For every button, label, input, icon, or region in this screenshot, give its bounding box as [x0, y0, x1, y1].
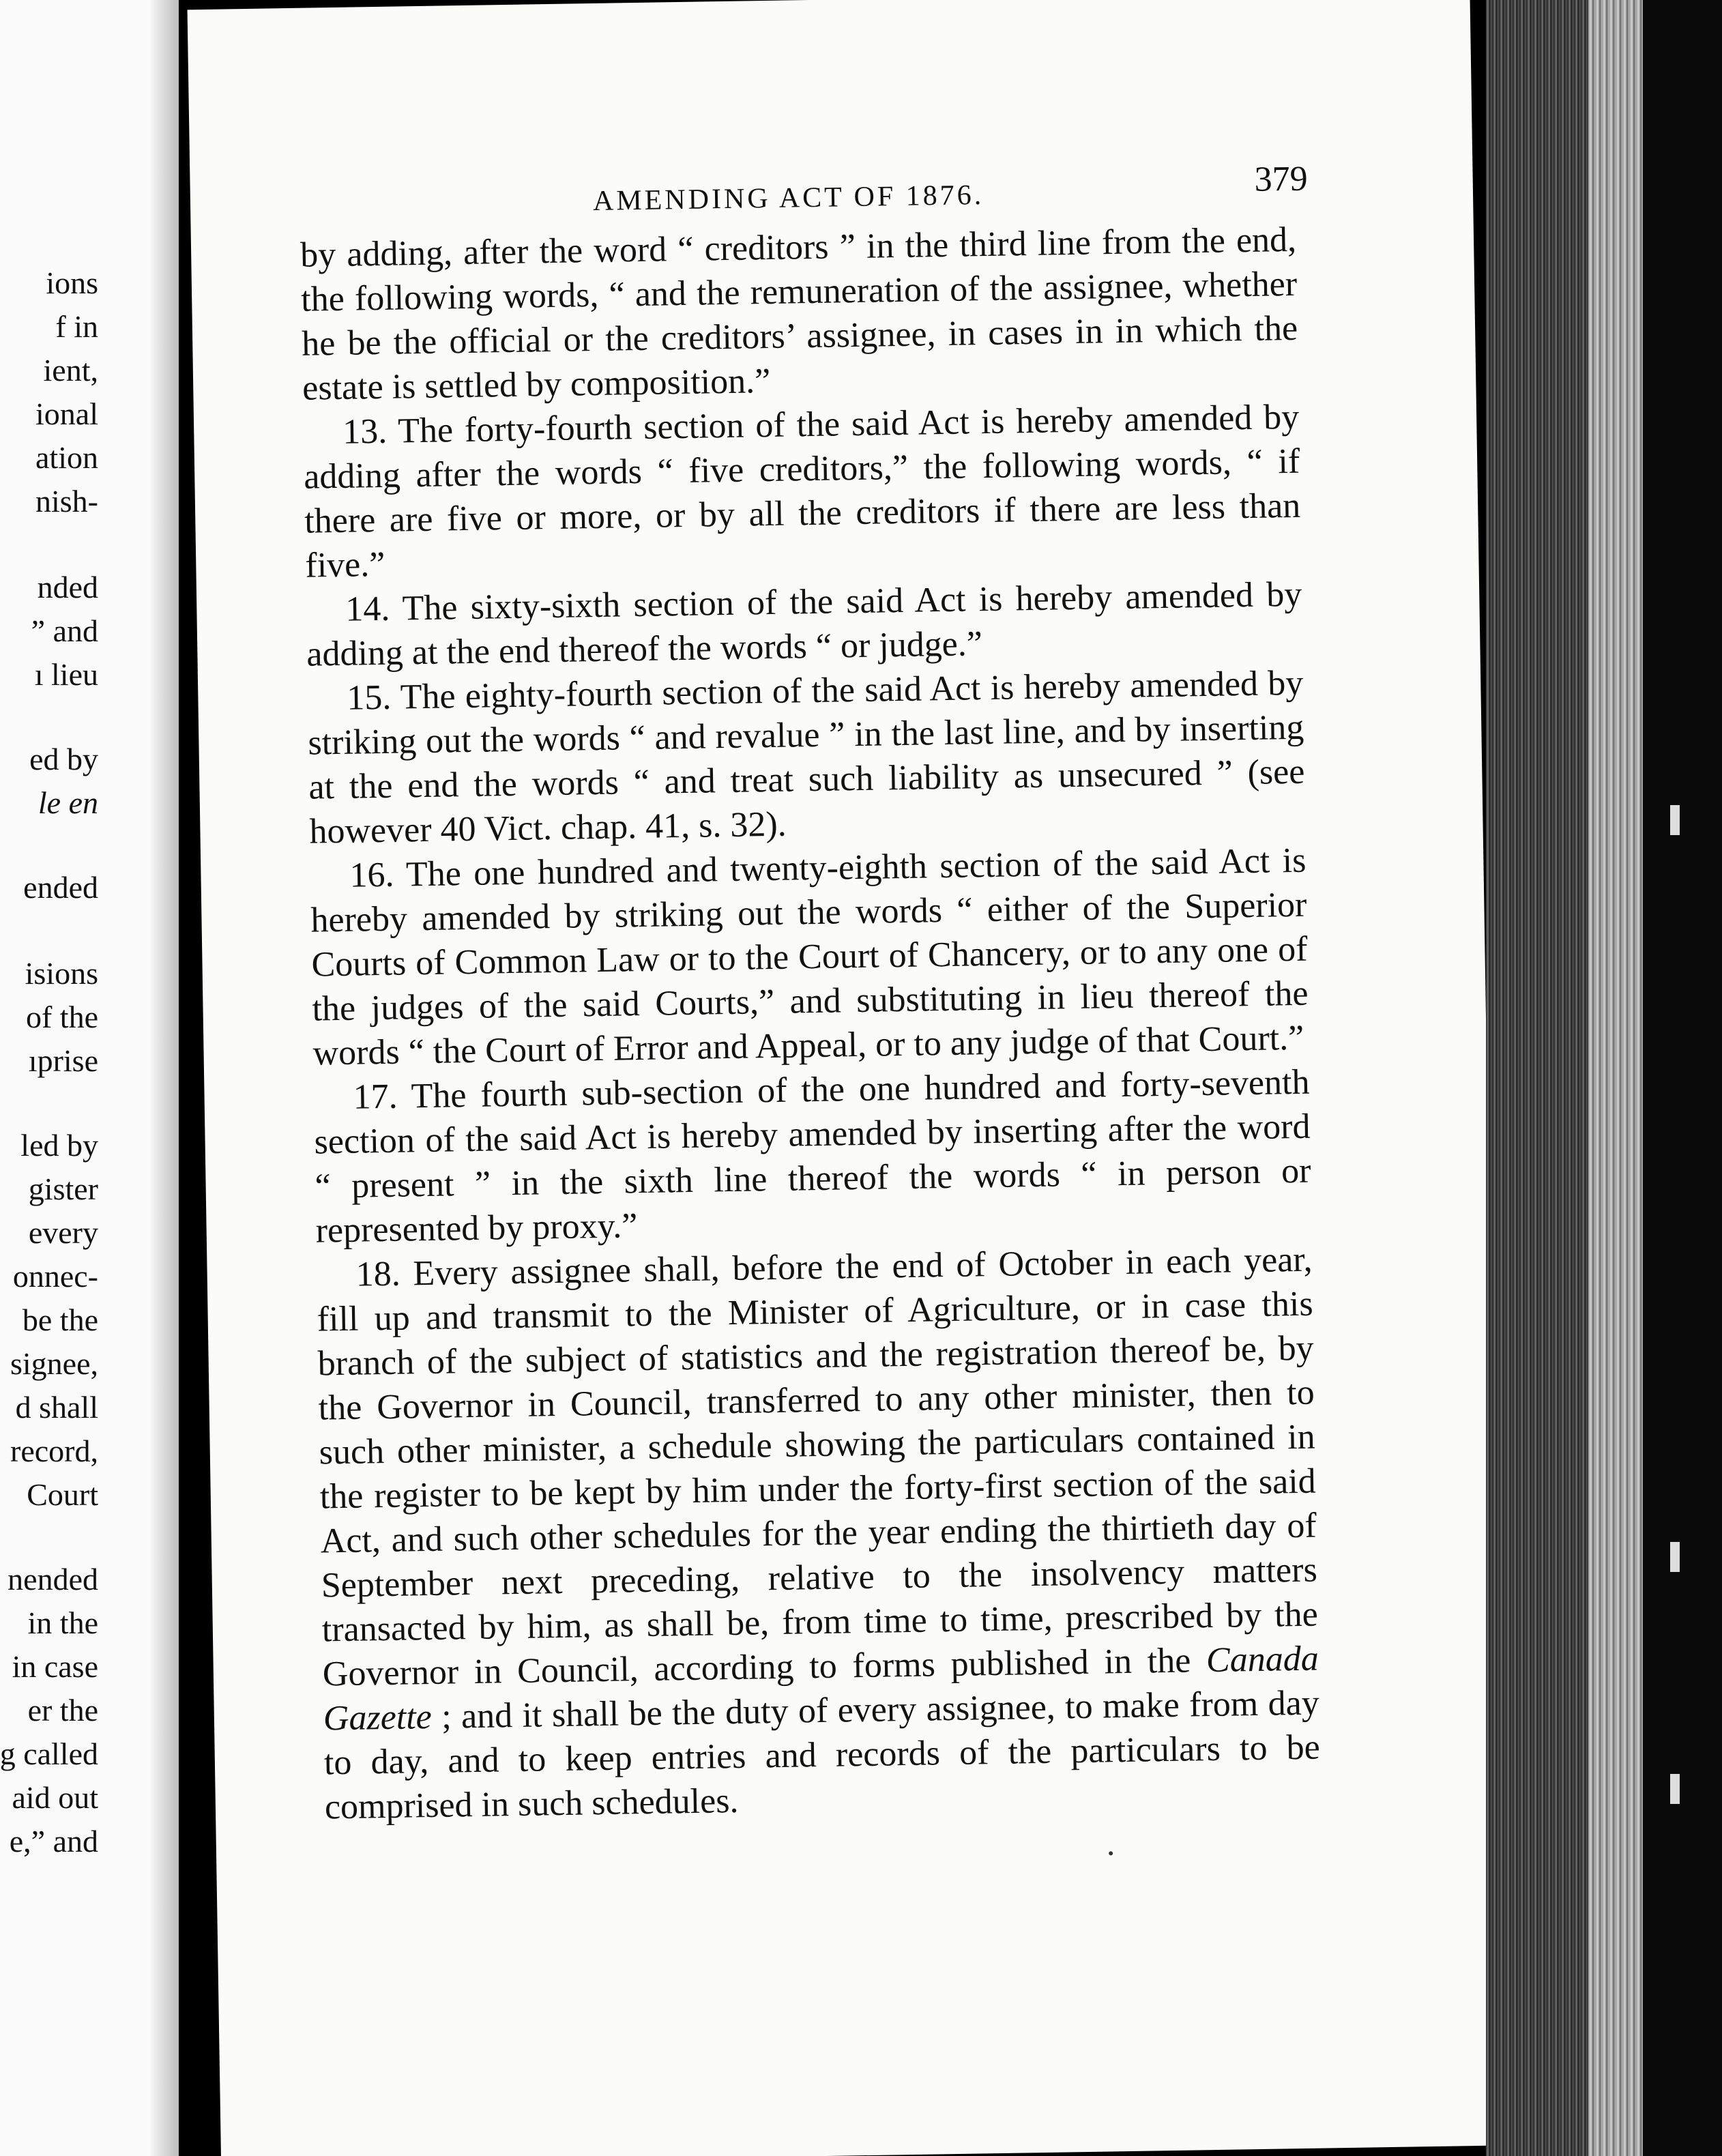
section-16: 16. The one hundred and twenty-eighth section of the said Act is hereby amended by striking out the words “ either of the Superior Courts of Common Law or to the Court of Chancery, or to any one of the judges of the said Courts,” and substituting in lieu thereof the words “ the Court of Error and Appeal, or to any judge of that Court.”	[310, 841, 1309, 1073]
section-13: 13. The forty-fourth section of the said Act is hereby amended by adding after the words “ five creditors,” the following words, “ if there are five or more, or by all the creditors if there are less than five.”	[303, 397, 1301, 585]
facing-page	[0, 0, 179, 2156]
section-18	[316, 1238, 1321, 1830]
paragraph-continued: by adding, after the word “ creditors ” in the third line from the end, the following words, “ and the remuneration of the assignee, whether he be the official or the creditors’ assignee, in cases in in which the estate is settled by composition.”	[300, 220, 1298, 408]
page-edges-light	[1588, 0, 1643, 2156]
book-page	[188, 0, 1504, 2156]
facing-line: ıprise	[28, 1043, 98, 1078]
facing-line: nish-	[35, 484, 98, 519]
facing-line: d shall	[15, 1390, 98, 1425]
page-edge-stack	[1486, 0, 1722, 2156]
print-speck	[1109, 1851, 1113, 1855]
facing-line: isions	[25, 956, 98, 991]
facing-line: ended	[23, 870, 98, 905]
facing-line: gister	[28, 1171, 98, 1206]
facing-line: ional	[35, 396, 98, 431]
facing-line: e,” and	[9, 1824, 98, 1859]
facing-line: every	[28, 1215, 98, 1250]
facing-line: onnec-	[12, 1259, 98, 1294]
facing-line: le en	[38, 785, 98, 820]
facing-line: ient,	[43, 353, 98, 388]
facing-line: nded	[37, 570, 98, 604]
facing-line: f in	[55, 309, 98, 344]
section-14: 14. The sixty-sixth section of the said Act is hereby amended by adding at the end thereof the words “ or judge.”	[306, 574, 1302, 674]
edge-mark	[1670, 805, 1680, 835]
edge-mark	[1670, 1542, 1680, 1572]
facing-line: ed by	[29, 742, 98, 776]
facing-line: ı lieu	[34, 657, 98, 692]
canada-gazette-italic: Canada Gazette	[323, 1639, 1319, 1738]
facing-line: er the	[27, 1693, 98, 1728]
facing-line: of the	[25, 1000, 98, 1034]
section-17: 17. The fourth sub-section of the one hundred and forty-seventh section of the said Act is hereby amended by inserting after the word “ present ” in the sixth line thereof the words “ in person or represented by proxy.”	[314, 1062, 1311, 1251]
facing-line: ions	[46, 265, 98, 300]
facing-line: led by	[20, 1128, 98, 1163]
gutter-shadow	[149, 0, 179, 2156]
section-15: 15. The eighty-fourth section of the said Act is hereby amended by striking out the words “ and revalue ” in the last line, and by inserting at the end the words “ and treat such liability as unsecured ” (see however 40 Vict. chap. 41, s. 32).	[308, 663, 1305, 851]
section-18-text-start: 18. Every assignee shall, before the end of October in each year, fill up and transmit to the Minister of Agriculture, or in case this branch of the subject of statistics and the registration thereof be, by the Governor in Council, transferred to any other minister, then to such other minister, a schedule showing the particulars contained in the register to be kept by him under the forty-first section of the said Act, and such other schedules for the year ending the thirtieth day of September next preceding, relative to the insolvency matters transacted by him, as shall be, from time to time, prescribed by the Governor in Council, according to forms published in the	[317, 1240, 1319, 1694]
section-18-text-end: ; and it shall be the duty of every assignee, to make from day to day, and to keep entries and records of the particulars to be comprised in such schedules.	[323, 1683, 1321, 1827]
facing-line: aid out	[12, 1780, 98, 1815]
facing-line: signee,	[10, 1346, 98, 1381]
page-edges-dark	[1643, 0, 1722, 2156]
facing-line: be the	[22, 1302, 98, 1337]
page-number: 379	[1254, 159, 1309, 199]
edge-mark	[1670, 1774, 1680, 1804]
facing-line: ation	[35, 440, 98, 475]
facing-line: in the	[27, 1605, 98, 1640]
running-head: AMENDING ACT OF 1876.	[592, 179, 984, 218]
facing-line: in case	[12, 1649, 98, 1684]
facing-line: record,	[10, 1433, 98, 1468]
page-body	[300, 218, 1322, 1830]
facing-line: Court	[27, 1477, 98, 1512]
facing-line: nended	[8, 1562, 98, 1597]
facing-line: g called	[0, 1736, 98, 1771]
facing-line: ” and	[31, 613, 98, 648]
